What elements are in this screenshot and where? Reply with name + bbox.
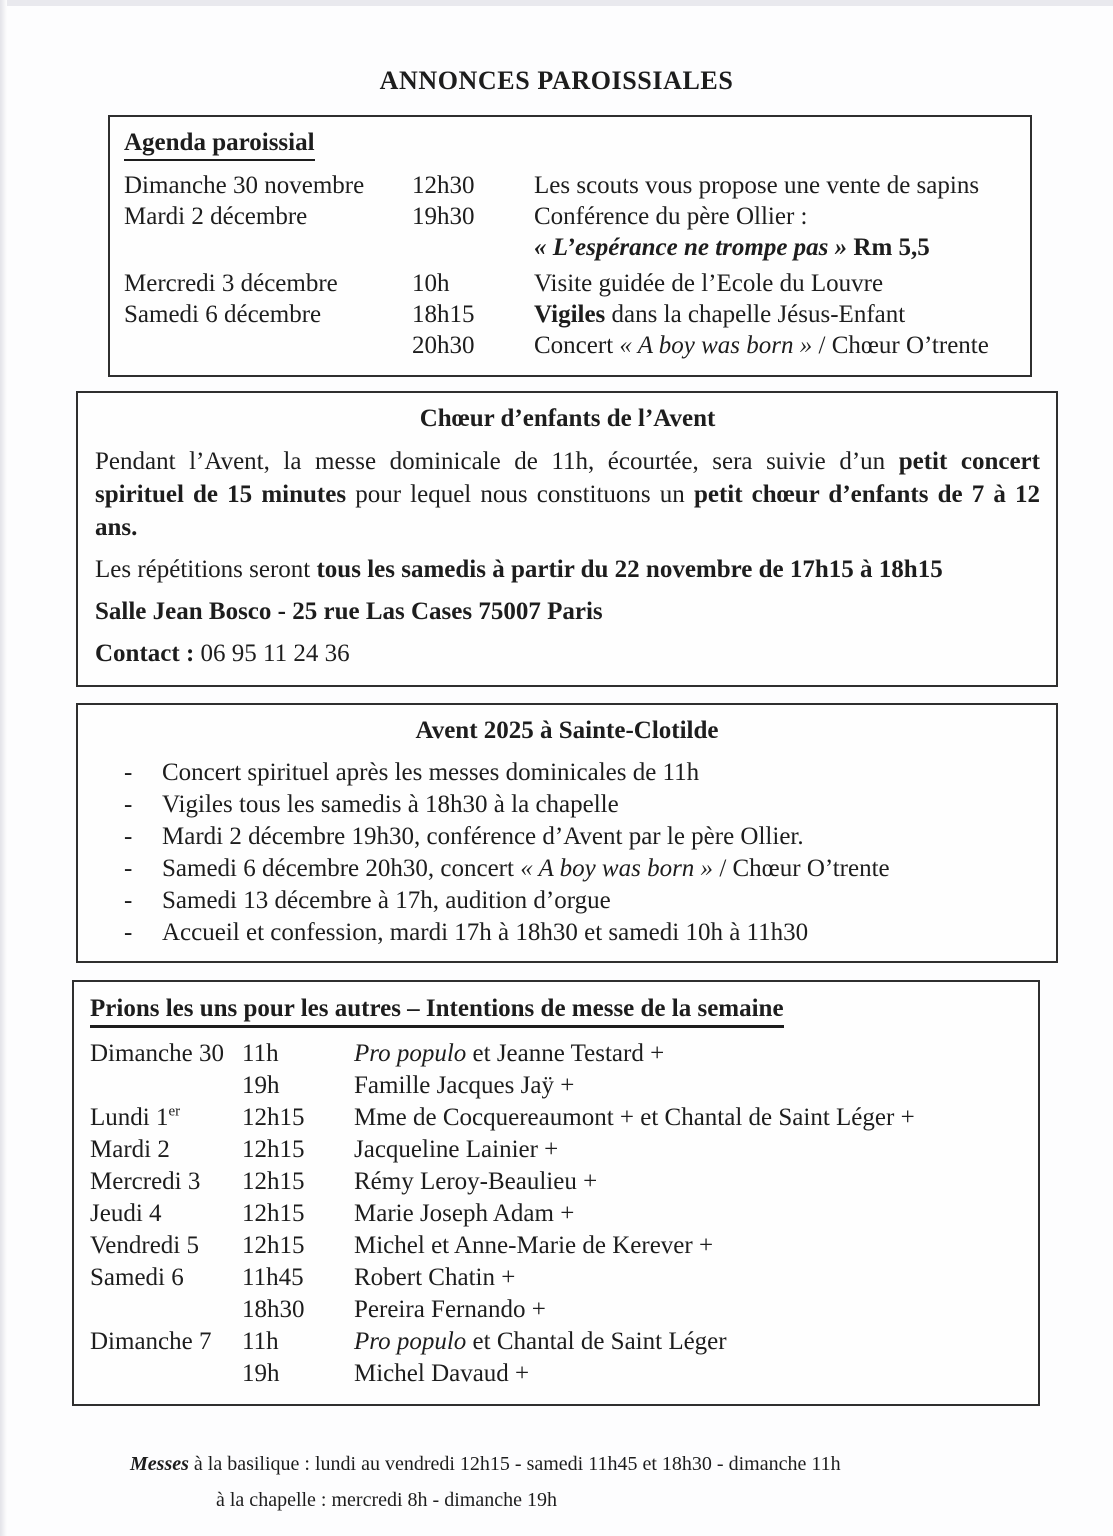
intention-time: 12h15 (242, 1200, 305, 1227)
agenda-time: 19h30 (412, 203, 475, 230)
intention-date: Samedi 6 (90, 1264, 184, 1291)
advent-title: Avent 2025 à Sainte-Clotilde (415, 717, 719, 744)
intention-row (90, 1326, 1024, 1358)
intention-text: Pro populo et Chantal de Saint Léger (354, 1328, 727, 1355)
intention-row (90, 1294, 1024, 1326)
agenda-date: Dimanche 30 novembre (124, 172, 365, 199)
agenda-desc: « L’espérance ne trompe pas » Rm 5,5 (534, 234, 930, 261)
intention-row (90, 1262, 1024, 1294)
intention-time: 18h30 (242, 1296, 305, 1323)
agenda-desc: Les scouts vous propose une vente de sapins (534, 172, 980, 199)
choir-paragraph-1: Pendant l’Avent, la messe dominicale de 11h, écourtée, sera suivie d’un petit concert spirituel de 15 minutes pour lequel nous constituons un petit chœur d’enfants de 7 à 12 ans. (95, 448, 1040, 541)
choir-contact (95, 637, 1040, 670)
intention-text: Michel Davaud + (354, 1360, 530, 1387)
choir-section (76, 391, 1058, 687)
agenda-row (124, 268, 1018, 299)
intention-text: Pro populo et Jeanne Testard + (354, 1040, 665, 1067)
page-title: ANNONCES PAROISSIALES (379, 66, 734, 95)
intention-text: Robert Chatin + (354, 1264, 516, 1291)
intention-date: Dimanche 7 (90, 1328, 212, 1355)
intention-text: Jacqueline Lainier + (354, 1136, 559, 1163)
agenda-time: 10h (412, 270, 450, 297)
agenda-title: Agenda paroissial (124, 129, 315, 161)
advent-item: - Concert spirituel après les messes dominicales de 11h (94, 757, 1040, 789)
agenda-date: Mercredi 3 décembre (124, 270, 338, 297)
intention-date: Dimanche 30 (90, 1040, 224, 1067)
advent-item: - Samedi 13 décembre à 17h, audition d’orgue (94, 885, 1040, 917)
agenda-date: Samedi 6 décembre (124, 301, 322, 328)
intention-row (90, 1038, 1024, 1070)
agenda-rows (124, 170, 1018, 361)
intention-date (90, 1070, 242, 1102)
intention-time: 12h15 (242, 1168, 305, 1195)
intention-text: Rémy Leroy-Beaulieu + (354, 1168, 598, 1195)
agenda-row (124, 201, 1018, 232)
agenda-row (124, 330, 1018, 361)
advent-item: - Mardi 2 décembre 19h30, conférence d’Avent par le père Ollier. (94, 821, 1040, 853)
intention-text: Famille Jacques Jaÿ + (354, 1072, 575, 1099)
intention-time: 19h (242, 1360, 280, 1387)
footer-line-1: Messes à la basilique : lundi au vendredi 12h15 - samedi 11h45 et 18h30 - dimanche 11h (130, 1453, 841, 1475)
choir-paragraph-2: Les répétitions seront tous les samedis à partir du 22 novembre de 17h15 à 18h15 (95, 556, 943, 583)
intention-row (90, 1134, 1024, 1166)
intention-time: 12h15 (242, 1232, 305, 1259)
intention-time: 11h (242, 1040, 279, 1067)
agenda-desc: Vigiles dans la chapelle Jésus-Enfant (534, 301, 906, 328)
agenda-desc: Visite guidée de l’Ecole du Louvre (534, 270, 884, 297)
dash-bullet: - (124, 887, 133, 914)
dash-bullet: - (124, 759, 133, 786)
intentions-rows (90, 1038, 1024, 1390)
intention-date (90, 1358, 242, 1390)
intention-date: Mercredi 3 (90, 1168, 201, 1195)
intention-text: Marie Joseph Adam + (354, 1200, 575, 1227)
intention-row (90, 1230, 1024, 1262)
contact-label: Contact : (95, 640, 195, 667)
agenda-desc: Conférence du père Ollier : (534, 203, 808, 230)
choir-address: Salle Jean Bosco - 25 rue Las Cases 75007 Paris (95, 598, 603, 625)
intention-time: 12h15 (242, 1104, 305, 1131)
agenda-time: 20h30 (412, 332, 475, 359)
agenda-time: 18h15 (412, 301, 475, 328)
intention-date: Lundi 1er (90, 1103, 181, 1131)
intention-date (90, 1294, 242, 1326)
intention-time: 12h15 (242, 1136, 305, 1163)
intention-row (90, 1070, 1024, 1102)
footer-line-2: à la chapelle : mercredi 8h - dimanche 19h (216, 1489, 557, 1511)
intention-row (90, 1102, 1024, 1134)
intention-row (90, 1198, 1024, 1230)
advent-item: - Vigiles tous les samedis à 18h30 à la chapelle (94, 789, 1040, 821)
intention-row (90, 1166, 1024, 1198)
intentions-section (72, 980, 1040, 1406)
advent-section (76, 703, 1058, 963)
agenda-date (124, 330, 412, 361)
choir-title: Chœur d’enfants de l’Avent (419, 405, 716, 432)
agenda-desc: Concert « A boy was born » / Chœur O’trente (534, 332, 989, 359)
agenda-section (108, 115, 1032, 377)
footer-masses-label: Messes (130, 1453, 189, 1475)
intention-date: Jeudi 4 (90, 1200, 162, 1227)
intention-text: Mme de Cocquereaumont + et Chantal de Saint Léger + (354, 1104, 915, 1131)
agenda-row-continuation (124, 232, 1018, 263)
advent-item: - Accueil et confession, mardi 17h à 18h30 et samedi 10h à 11h30 (94, 917, 1040, 949)
agenda-row (124, 170, 1018, 201)
intention-date: Vendredi 5 (90, 1232, 199, 1259)
dash-bullet: - (124, 791, 133, 818)
dash-bullet: - (124, 823, 133, 850)
intention-time: 11h45 (242, 1264, 304, 1291)
intention-time: 11h (242, 1328, 279, 1355)
intention-text: Michel et Anne-Marie de Kerever + (354, 1232, 714, 1259)
intentions-title: Prions les uns pour les autres – Intentions de messe de la semaine (90, 995, 784, 1028)
advent-item: - Samedi 6 décembre 20h30, concert « A boy was born » / Chœur O’trente (94, 853, 1040, 885)
intention-text: Pereira Fernando + (354, 1296, 546, 1323)
intention-row (90, 1358, 1024, 1390)
agenda-row (124, 299, 1018, 330)
agenda-time: 12h30 (412, 172, 475, 199)
photo-left-edge (0, 0, 7, 1536)
dash-bullet: - (124, 919, 133, 946)
intention-date: Mardi 2 (90, 1136, 170, 1163)
agenda-date: Mardi 2 décembre (124, 203, 308, 230)
contact-phone: 06 95 11 24 36 (194, 640, 350, 667)
footer-masses (130, 1446, 1073, 1518)
dash-bullet: - (124, 855, 133, 882)
intention-time: 19h (242, 1072, 280, 1099)
